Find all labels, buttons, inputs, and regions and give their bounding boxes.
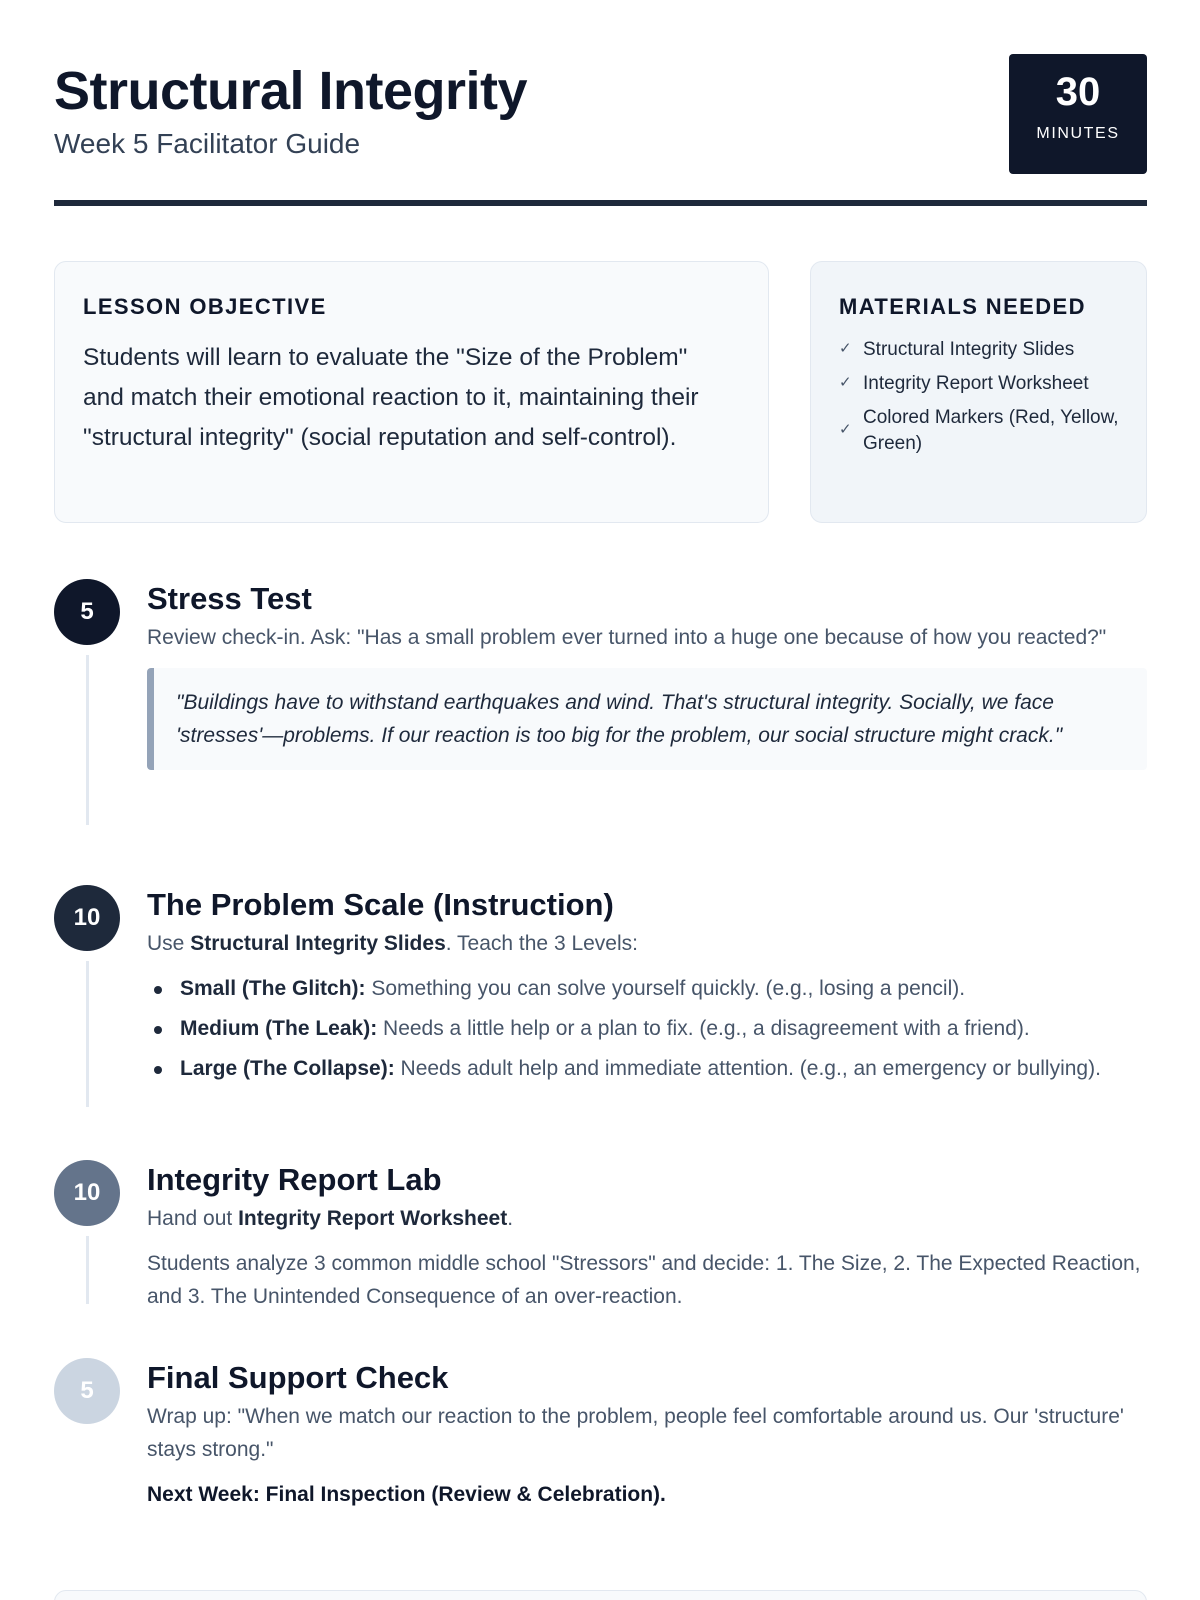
duration-value: 30 <box>1055 70 1101 114</box>
duration-unit: MINUTES <box>1036 125 1120 142</box>
check-icon: ✓ <box>839 421 852 438</box>
step-minutes-badge: 5 <box>54 1358 120 1424</box>
step-text-material: Structural Integrity Slides <box>190 932 446 955</box>
step-final-support <box>54 1358 1147 1538</box>
level-item-large <box>147 1052 1147 1085</box>
step-detail: Students analyze 3 common middle school "Stressors" and decide: 1. The Size, 2. The Expected Reaction, and 3. The Unintended Consequence of an over-reaction. <box>147 1252 1141 1308</box>
step-minutes-badge: 5 <box>54 579 120 645</box>
step-connector <box>86 655 89 825</box>
step-title: Integrity Report Lab <box>147 1162 442 1197</box>
problem-levels-list <box>147 972 1147 1085</box>
step-quote: "Buildings have to withstand earthquakes and wind. That's structural integrity. Socially, we face 'stresses'—problems. If our reaction is too big for the problem, our social structure might crack." <box>147 668 1147 770</box>
step-text-suffix: . <box>507 1207 514 1230</box>
step-connector <box>86 961 89 1107</box>
level-desc: Needs a little help or a plan to fix. (e.g., a disagreement with a friend). <box>377 1017 1030 1040</box>
lesson-steps <box>54 579 1147 1538</box>
step-title: Final Support Check <box>147 1360 449 1395</box>
guide-header <box>54 0 1147 208</box>
level-item-medium <box>147 1012 1147 1045</box>
materials-card <box>810 261 1147 523</box>
level-item-small <box>147 972 1147 1005</box>
step-integrity-lab <box>54 1160 1147 1358</box>
level-desc: Needs adult help and immediate attention. (e.g., an emergency or bullying). <box>394 1057 1101 1080</box>
level-desc: Something you can solve yourself quickly. (e.g., losing a pencil). <box>365 977 966 1000</box>
step-title: Stress Test <box>147 581 312 616</box>
material-label: Colored Markers (Red, Yellow, Green) <box>863 407 1119 454</box>
material-item <box>839 337 1129 363</box>
material-label: Structural Integrity Slides <box>863 339 1075 360</box>
materials-heading: MATERIALS NEEDED <box>839 294 1086 319</box>
step-text-prefix: Hand out <box>147 1207 239 1230</box>
info-cards <box>54 261 1147 523</box>
step-minutes-badge: 10 <box>54 1160 120 1226</box>
step-connector <box>86 1236 89 1304</box>
level-label: Medium (The Leak): <box>180 1017 378 1040</box>
check-icon: ✓ <box>839 374 852 391</box>
step-text-prefix: Use <box>147 932 191 955</box>
material-item <box>839 371 1129 397</box>
footer-card <box>54 1590 1147 1600</box>
facilitator-guide-page <box>54 0 1147 1538</box>
material-label: Integrity Report Worksheet <box>863 373 1089 394</box>
objective-text: Students will learn to evaluate the "Size of the Problem" and match their emotional reaction to it, maintaining their "structural integrity" (social reputation and self-control). <box>83 344 699 451</box>
level-label: Small (The Glitch): <box>180 977 366 1000</box>
duration-badge <box>1009 54 1147 174</box>
step-minutes-badge: 10 <box>54 885 120 951</box>
lesson-objective-card <box>54 261 769 523</box>
step-stress-test <box>54 579 1147 885</box>
step-text: Wrap up: "When we match our reaction to the problem, people feel comfortable around us. Our 'structure' stays strong." <box>147 1405 1124 1461</box>
step-text-material: Integrity Report Worksheet <box>238 1207 508 1230</box>
material-item <box>839 405 1129 457</box>
next-week-note: Next Week: Final Inspection (Review & Celebration). <box>147 1483 666 1506</box>
step-text: Review check-in. Ask: "Has a small problem ever turned into a huge one because of how you reacted?" <box>147 626 1107 649</box>
step-text-suffix: . Teach the 3 Levels: <box>445 932 638 955</box>
page-title: Structural Integrity <box>54 61 528 121</box>
objective-heading: LESSON OBJECTIVE <box>83 294 327 319</box>
check-icon: ✓ <box>839 340 852 357</box>
step-text <box>147 1202 1147 1235</box>
step-problem-scale <box>54 885 1147 1160</box>
step-title: The Problem Scale (Instruction) <box>147 887 614 922</box>
level-label: Large (The Collapse): <box>180 1057 395 1080</box>
step-text <box>147 927 1147 960</box>
page-subtitle: Week 5 Facilitator Guide <box>54 128 361 159</box>
header-divider <box>54 200 1147 206</box>
materials-list <box>839 337 1129 465</box>
